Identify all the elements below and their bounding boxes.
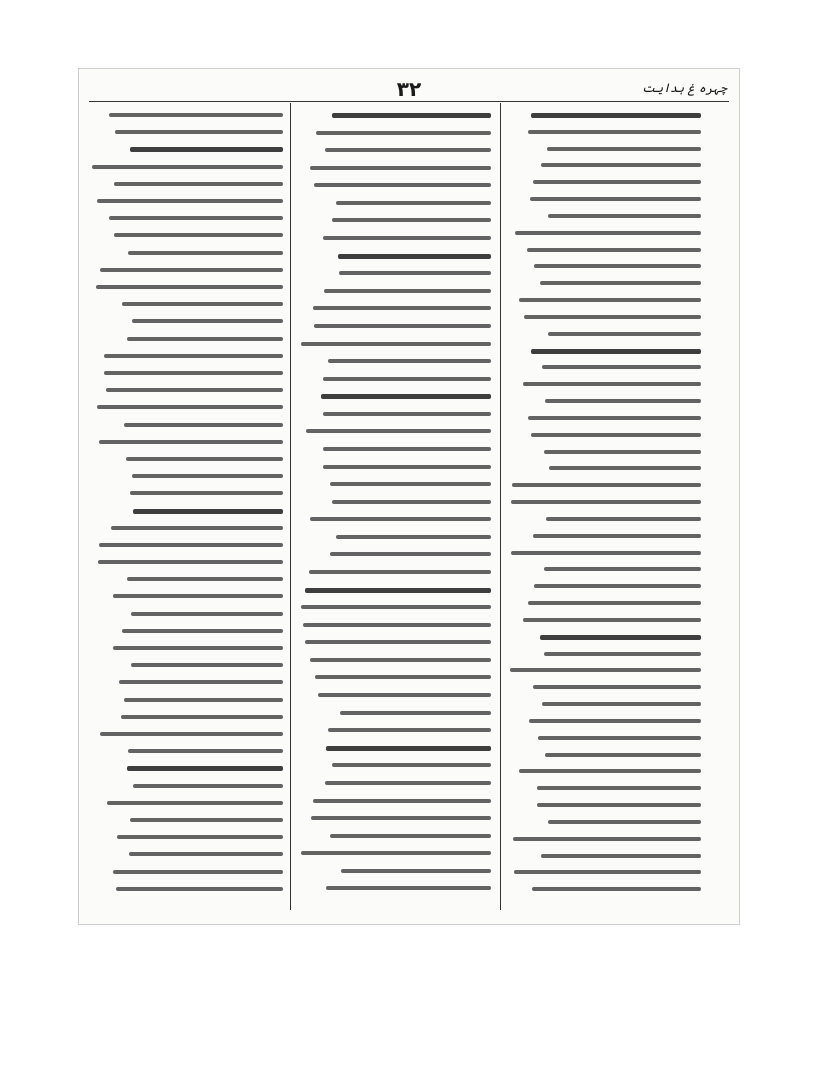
text-line [531, 113, 701, 118]
text-line [121, 715, 283, 719]
text-line [340, 711, 491, 715]
text-line [130, 818, 283, 822]
text-line [127, 577, 283, 581]
text-line [523, 382, 701, 386]
text-line [323, 465, 491, 469]
text-column-middle [297, 109, 493, 906]
text-line [528, 130, 701, 134]
text-line [130, 147, 283, 152]
text-line [97, 405, 283, 409]
text-line [339, 271, 491, 275]
text-line [541, 854, 701, 858]
text-line [519, 769, 701, 773]
text-line [542, 365, 701, 369]
text-line [115, 130, 283, 134]
text-line [303, 623, 491, 627]
page-header [79, 77, 739, 103]
text-line [533, 180, 701, 184]
text-line [310, 166, 491, 170]
text-line [323, 447, 491, 451]
text-line [528, 416, 701, 420]
text-line [133, 784, 283, 788]
text-line [534, 264, 701, 268]
text-line [325, 781, 491, 785]
text-line [311, 816, 491, 820]
text-line [528, 601, 701, 605]
text-line [512, 483, 701, 487]
text-line [544, 652, 701, 656]
text-line [538, 736, 701, 740]
text-line [119, 680, 283, 684]
handwritten-text-lines [297, 109, 493, 906]
text-line [330, 482, 491, 486]
text-line [547, 147, 701, 151]
text-line [325, 148, 491, 152]
text-line [537, 786, 701, 790]
text-line [301, 342, 491, 346]
text-line [306, 429, 491, 433]
text-line [124, 423, 283, 427]
text-line [113, 594, 283, 598]
text-line [309, 570, 491, 574]
text-line [513, 837, 701, 841]
text-column-right [507, 109, 703, 906]
text-line [107, 801, 283, 805]
text-line [338, 254, 491, 259]
text-line [524, 315, 701, 319]
text-line [132, 474, 283, 478]
text-line [130, 491, 283, 495]
text-line [330, 552, 491, 556]
text-line [97, 199, 283, 203]
text-line [515, 231, 701, 235]
text-line [318, 693, 491, 697]
text-line [117, 835, 283, 839]
text-line [332, 218, 491, 222]
text-line [544, 567, 701, 571]
text-line [100, 268, 283, 272]
text-line [523, 618, 701, 622]
text-line [92, 165, 283, 169]
text-line [537, 803, 701, 807]
text-line [305, 588, 491, 593]
text-line [132, 319, 283, 323]
text-line [332, 500, 491, 504]
text-line [527, 248, 701, 252]
text-line [111, 526, 283, 530]
text-line [131, 663, 283, 667]
handwritten-text-lines [507, 109, 703, 906]
text-line [549, 466, 701, 470]
text-line [96, 285, 283, 289]
text-line [122, 629, 283, 633]
text-line [314, 324, 491, 328]
text-line [530, 197, 701, 201]
text-line [314, 183, 491, 187]
text-line [533, 534, 701, 538]
text-line [531, 433, 701, 437]
text-line [128, 251, 283, 255]
text-line [332, 113, 491, 118]
text-line [106, 388, 283, 392]
text-line [98, 560, 283, 564]
text-line [113, 870, 283, 874]
header-rule [89, 101, 729, 102]
text-line [127, 337, 283, 341]
text-line [531, 349, 701, 354]
text-line [328, 728, 491, 732]
text-line [127, 766, 283, 771]
text-line [546, 517, 701, 521]
text-line [336, 535, 491, 539]
text-line [124, 698, 283, 702]
text-line [114, 233, 283, 237]
text-line [540, 635, 701, 640]
text-line [336, 201, 491, 205]
text-line [122, 302, 283, 306]
text-line [301, 851, 491, 855]
text-line [114, 182, 283, 186]
text-line [326, 886, 491, 890]
text-line [542, 702, 701, 706]
text-line [541, 163, 701, 167]
text-line [310, 517, 491, 521]
text-line [533, 685, 701, 689]
text-line [328, 359, 491, 363]
text-line [301, 605, 491, 609]
text-line [109, 113, 283, 117]
text-line [99, 440, 283, 444]
scanned-page [78, 68, 740, 925]
text-line [532, 887, 701, 891]
text-line [128, 749, 283, 753]
text-line [313, 799, 491, 803]
text-line [514, 870, 701, 874]
text-line [104, 371, 283, 375]
text-line [100, 732, 283, 736]
text-line [324, 289, 491, 293]
column-divider-left [290, 103, 291, 910]
text-line [548, 332, 701, 336]
text-line [323, 377, 491, 381]
text-line [305, 640, 491, 644]
text-line [116, 887, 283, 891]
text-line [126, 457, 283, 461]
text-line [330, 834, 491, 838]
text-line [326, 746, 491, 751]
text-line [529, 719, 701, 723]
running-head: چہرہ غ ہدایت [642, 81, 727, 95]
text-line [133, 509, 283, 514]
handwritten-text-lines [89, 109, 285, 906]
page-number: ۳۲ [396, 77, 422, 101]
text-line [548, 214, 701, 218]
text-line [511, 551, 701, 555]
text-line [321, 394, 491, 399]
text-line [545, 399, 701, 403]
text-line [548, 820, 701, 824]
column-divider-right [500, 103, 501, 910]
text-line [510, 668, 701, 672]
text-line [332, 763, 491, 767]
text-column-left [89, 109, 285, 906]
text-line [109, 216, 283, 220]
text-line [519, 298, 701, 302]
text-line [544, 450, 701, 454]
text-line [323, 412, 491, 416]
text-line [113, 646, 283, 650]
text-line [545, 753, 701, 757]
text-line [131, 612, 283, 616]
text-line [129, 852, 283, 856]
text-line [323, 236, 491, 240]
text-line [316, 131, 491, 135]
text-line [99, 543, 283, 547]
text-line [104, 354, 283, 358]
text-line [310, 658, 491, 662]
text-line [540, 281, 701, 285]
text-line [341, 869, 491, 873]
text-line [534, 584, 701, 588]
text-line [511, 500, 701, 504]
text-line [313, 306, 491, 310]
text-line [315, 675, 491, 679]
